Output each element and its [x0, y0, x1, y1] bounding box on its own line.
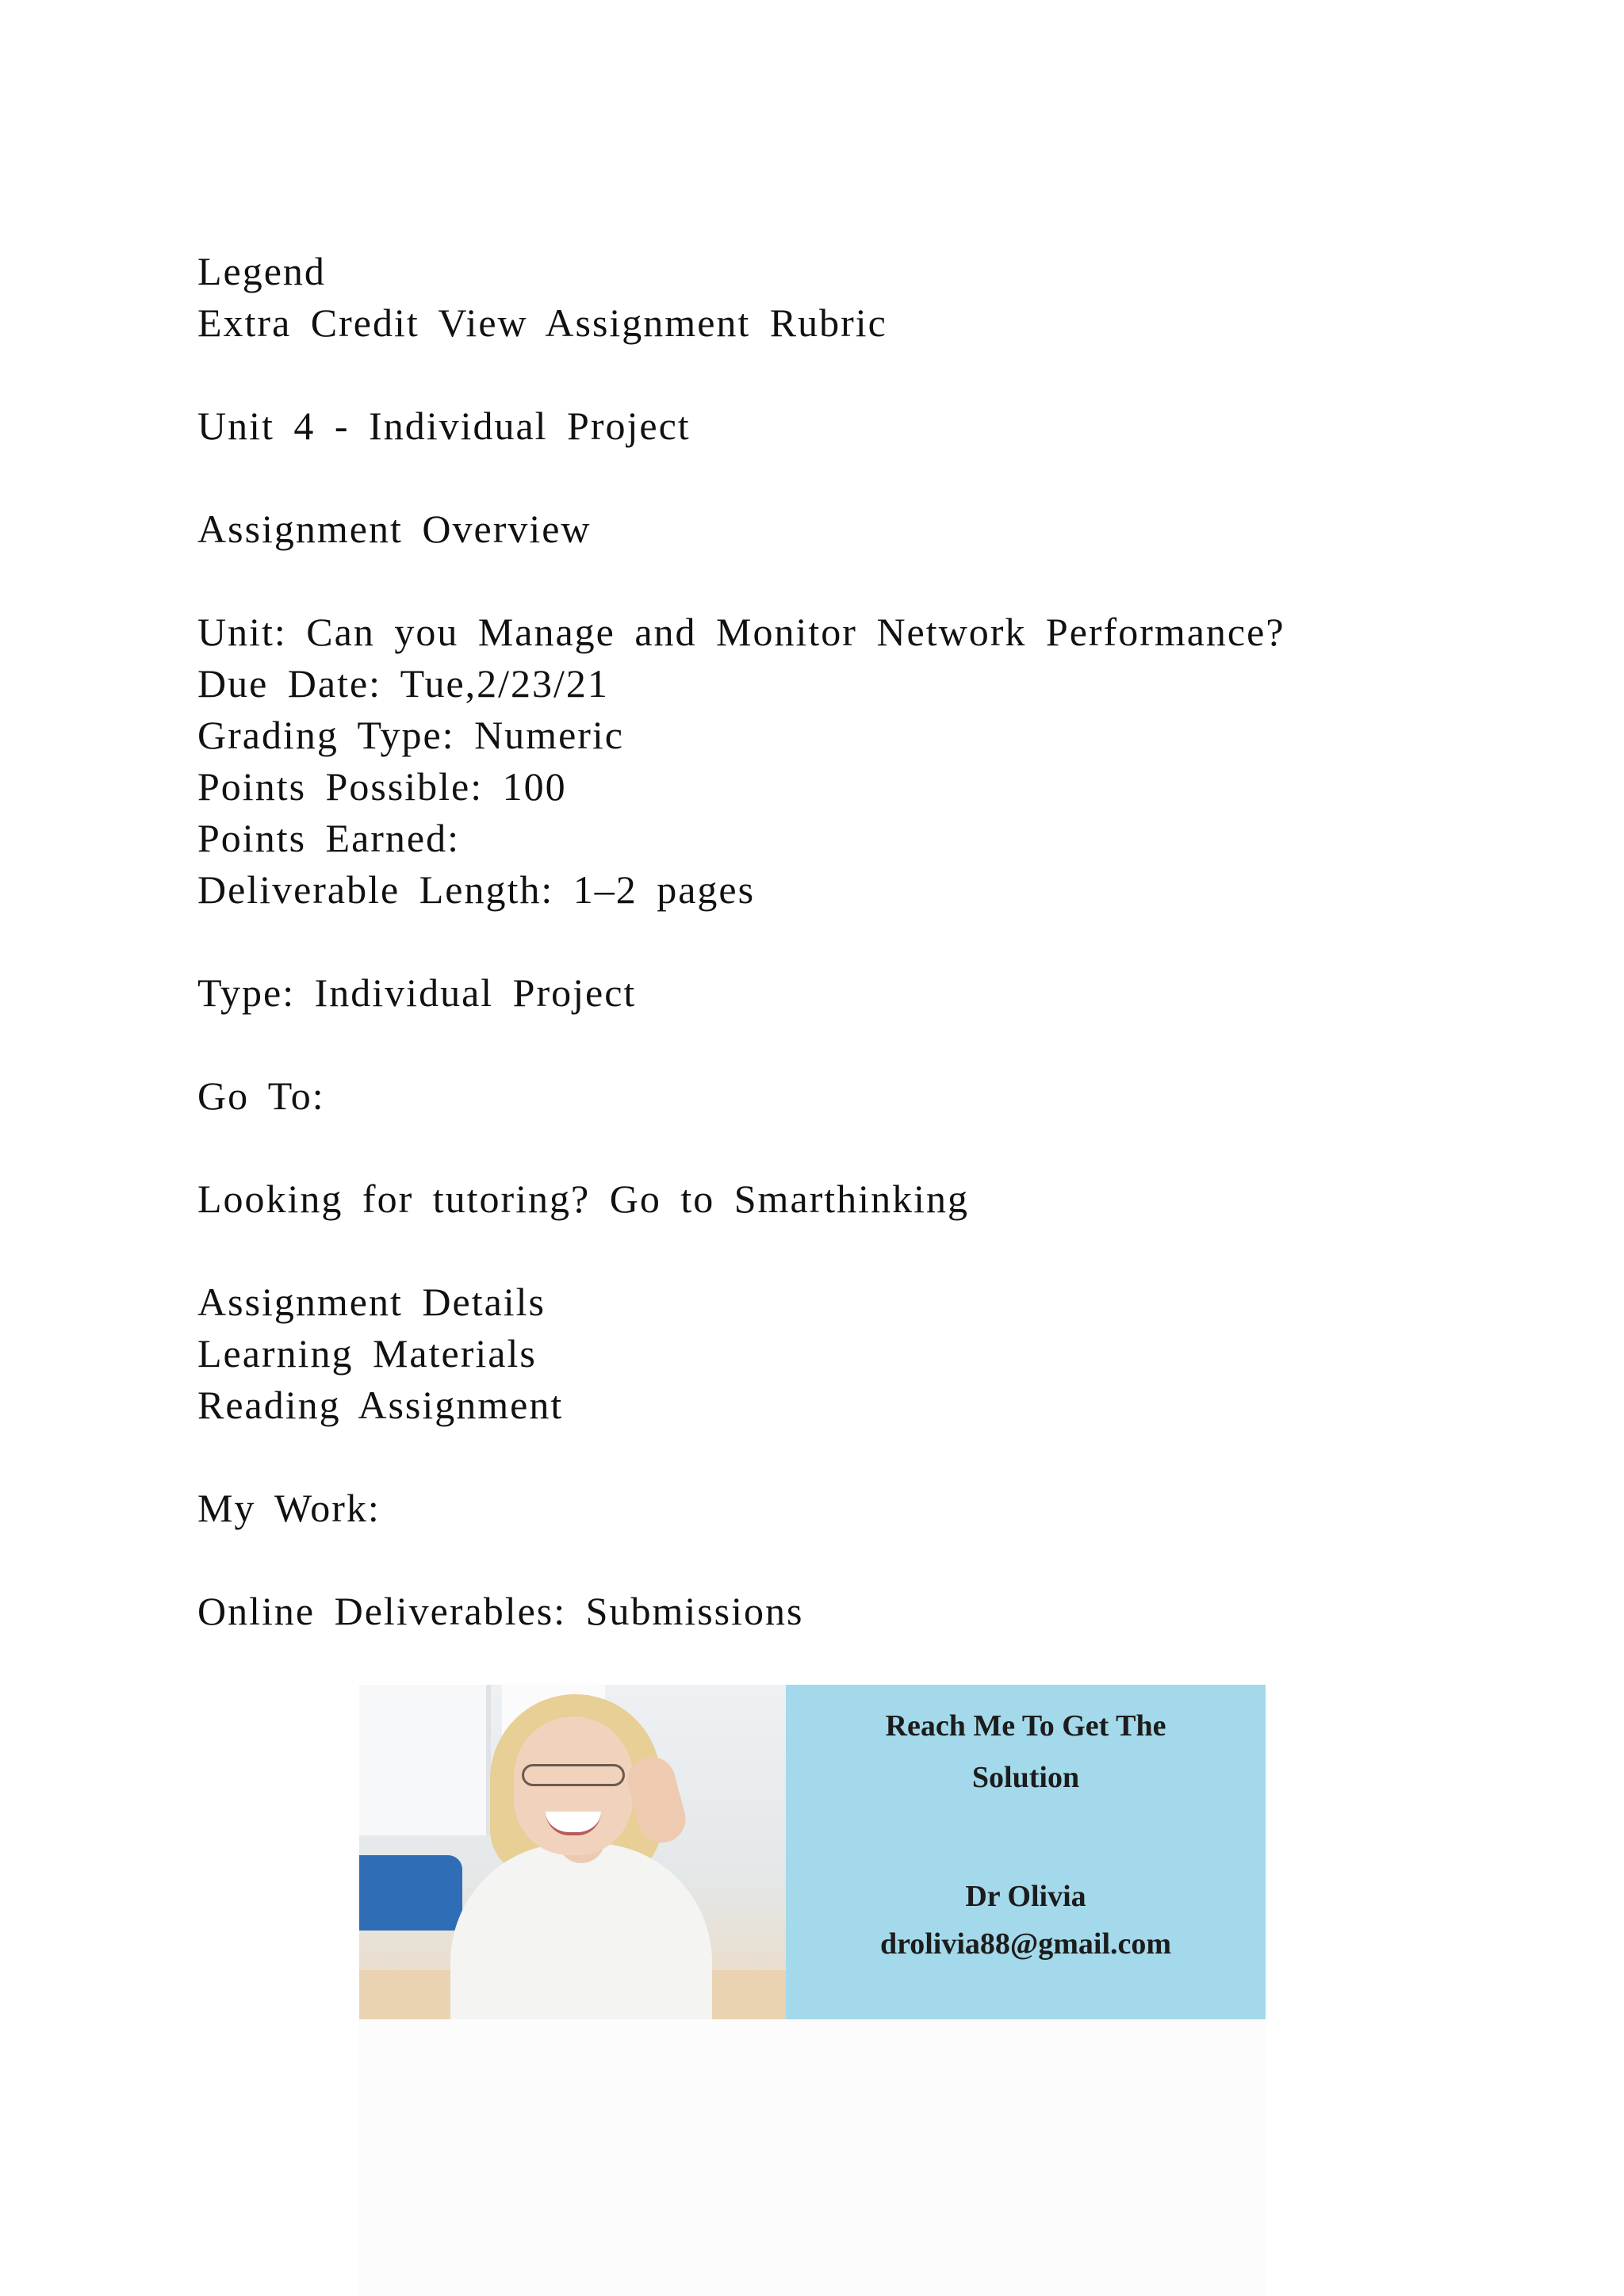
unit-line: Unit: Can you Manage and Monitor Network Performance?	[197, 610, 1285, 654]
due-date-line: Due Date: Tue,2/23/21	[197, 661, 609, 706]
sign-line-1: Reach Me To Get The	[885, 1709, 1166, 1743]
points-possible-line: Points Possible: 100	[197, 764, 567, 809]
woman-photo	[359, 1685, 786, 2019]
tutoring-line: Looking for tutoring? Go to Smarthinking	[197, 1177, 969, 1221]
sign-line-2: Solution	[971, 1761, 1080, 1794]
reading-assignment-line: Reading Assignment	[197, 1383, 564, 1427]
my-work-line: My Work:	[197, 1486, 381, 1530]
online-deliverables-line: Online Deliverables: Submissions	[197, 1589, 804, 1633]
document-text	[197, 246, 1545, 1637]
contact-banner	[359, 1685, 1266, 2019]
legend-heading: Legend	[197, 249, 326, 293]
go-to-line: Go To:	[197, 1073, 325, 1118]
type-line: Type: Individual Project	[197, 970, 637, 1015]
extra-credit-rubric-line: Extra Credit View Assignment Rubric	[197, 300, 887, 345]
glasses-icon	[522, 1764, 625, 1786]
sign-name: Dr Olivia	[965, 1880, 1086, 1913]
unit-title: Unit 4 - Individual Project	[197, 404, 691, 448]
deliverable-length-line: Deliverable Length: 1–2 pages	[197, 867, 756, 912]
assignment-overview-heading: Assignment Overview	[197, 507, 592, 551]
assignment-details-line: Assignment Details	[197, 1280, 546, 1324]
points-earned-line: Points Earned:	[197, 816, 461, 860]
faded-image-area	[359, 2019, 1266, 2296]
learning-materials-line: Learning Materials	[197, 1331, 537, 1376]
contact-sign	[786, 1685, 1266, 2019]
sign-email: drolivia88@gmail.com	[879, 1927, 1172, 1961]
grading-type-line: Grading Type: Numeric	[197, 713, 625, 757]
